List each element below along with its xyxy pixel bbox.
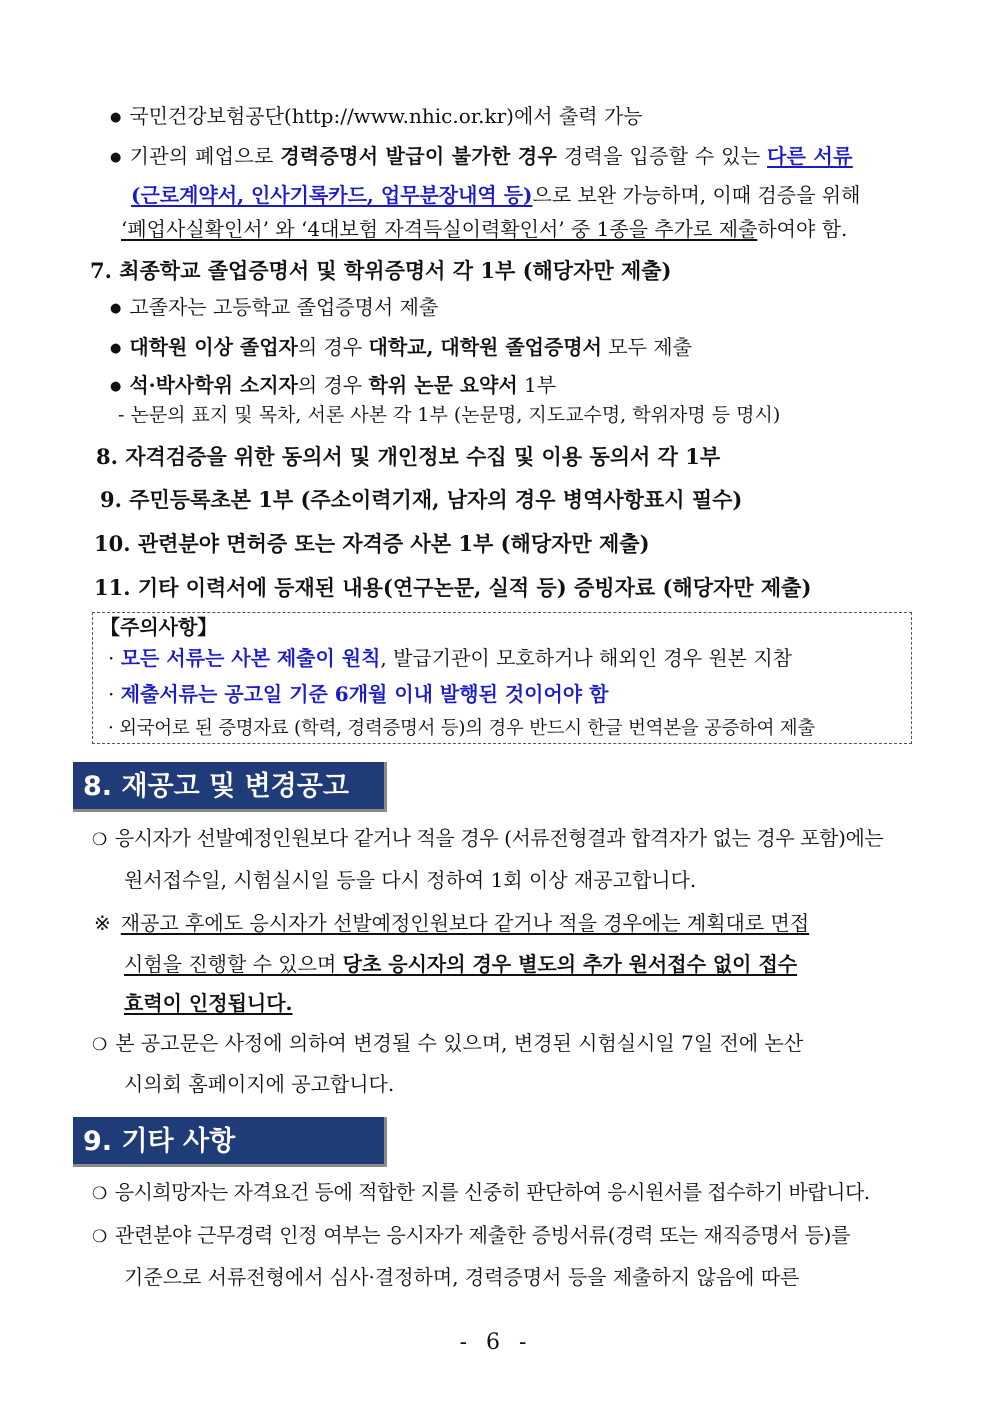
section-8-reference-line-3: 효력이 인정됩니다. <box>124 991 293 1015</box>
notice-item-2: · 제출서류는 공고일 기준 6개월 이내 발행된 것이어야 함 <box>108 682 609 706</box>
section-9-header: 9. 기타 사항 <box>73 1117 387 1167</box>
section-8-para-2-line-2: 시의회 홈페이지에 공고합니다. <box>124 1072 395 1096</box>
section-9-para-1: ❍ 응시희망자는 자격요건 등에 적합한 지를 신중히 판단하여 응시원서를 접수하기 바랍니다. <box>92 1179 870 1207</box>
circle-bullet-icon: ❍ <box>92 1035 108 1055</box>
item-8-heading: 8. 자격검증을 위한 동의서 및 개인정보 수집 및 이용 동의서 각 1부 <box>96 444 721 469</box>
notice-item-3: · 외국어로 된 증명자료 (학력, 경력증명서 등)의 경우 반드시 한글 번역본을 공증하여 제출 <box>108 718 815 739</box>
section-9-para-2-line-2: 기준으로 서류전형에서 심사·결정하며, 경력증명서 등을 제출하지 않음에 따른 <box>124 1265 800 1289</box>
section-8-para-1: ❍ 응시자가 선발예정인원보다 같거나 적을 경우 (서류전형결과 합격자가 없는 경우 포함)에는 <box>92 825 883 853</box>
circle-bullet-icon: ❍ <box>92 830 107 850</box>
page-number: - 6 - <box>459 1330 533 1355</box>
item-7-bullet-3: ● 석·박사학위 소지자의 경우 학위 논문 요약서 1부 <box>110 373 557 397</box>
notice-title: 【주의사항】 <box>100 615 218 639</box>
item-7-heading: 7. 최종학교 졸업증명서 및 학위증명서 각 1부 (해당자만 제출) <box>90 258 672 283</box>
section-8-header: 8. 재공고 및 변경공고 <box>73 762 387 812</box>
bullet-icon: ● <box>110 110 122 125</box>
bullet-closed-business-line3: ‘폐업사실확인서’ 와 ‘4대보험 자격득실이력확인서’ 중 1종을 추가로 제출하여야 함. <box>121 217 848 241</box>
item-11-heading: 11. 기타 이력서에 등재된 내용(연구논문, 실적 등) 증빙자료 (해당자만 제출) <box>94 575 812 600</box>
section-8-para-2: ❍ 본 공고문은 사정에 의하여 변경될 수 있으며, 변경된 시험실시일 7일 전에 논산 <box>92 1030 803 1058</box>
circle-bullet-icon: ❍ <box>92 1227 107 1247</box>
notice-item-1: · 모든 서류는 사본 제출이 원칙, 발급기관이 모호하거나 해외인 경우 원본 지참 <box>108 646 793 670</box>
bullet-icon: ● <box>110 150 122 165</box>
bullet-icon: ● <box>110 341 122 356</box>
bullet-closed-business-line2: (근로계약서, 인사기록카드, 업무분장내역 등)으로 보완 가능하며, 이때 검증을 위해 <box>131 183 861 207</box>
section-8-para-1-line-2: 원서접수일, 시험실시일 등을 다시 정하여 1회 이상 재공고합니다. <box>124 868 697 892</box>
section-9-para-2: ❍ 관련분야 근무경력 인정 여부는 응시자가 제출한 증빙서류(경력 또는 재직증명서 등)를 <box>92 1222 850 1250</box>
bullet-icon: ● <box>110 301 122 316</box>
bullet-nhic: ● 국민건강보험공단(http://www.nhic.or.kr)에서 출력 가능 <box>110 104 643 128</box>
item-7-bullet-2: ● 대학원 이상 졸업자의 경우 대학교, 대학원 졸업증명서 모두 제출 <box>110 335 692 359</box>
item-9-heading: 9. 주민등록초본 1부 (주소이력기재, 남자의 경우 병역사항표시 필수) <box>100 487 743 512</box>
item-10-heading: 10. 관련분야 면허증 또는 자격증 사본 1부 (해당자만 제출) <box>94 531 650 556</box>
circle-bullet-icon: ❍ <box>92 1184 107 1204</box>
section-8-reference-line-2: 시험을 진행할 수 있으며 당초 응시자의 경우 별도의 추가 원서접수 없이 접수 <box>124 952 798 976</box>
item-7-sub-note: - 논문의 표지 및 목차, 서론 사본 각 1부 (논문명, 지도교수명, 학위자명 등 명시) <box>118 404 781 426</box>
item-7-bullet-1: ● 고졸자는 고등학교 졸업증명서 제출 <box>110 295 439 319</box>
bullet-icon: ● <box>110 379 122 394</box>
section-8-reference: ※ 재공고 후에도 응시자가 선발예정인원보다 같거나 적을 경우에는 계획대로 면접 <box>94 911 810 935</box>
bullet-closed-business: ● 기관의 폐업으로 경력증명서 발급이 불가한 경우 경력을 입증할 수 있는 다른 서류 <box>110 144 853 168</box>
